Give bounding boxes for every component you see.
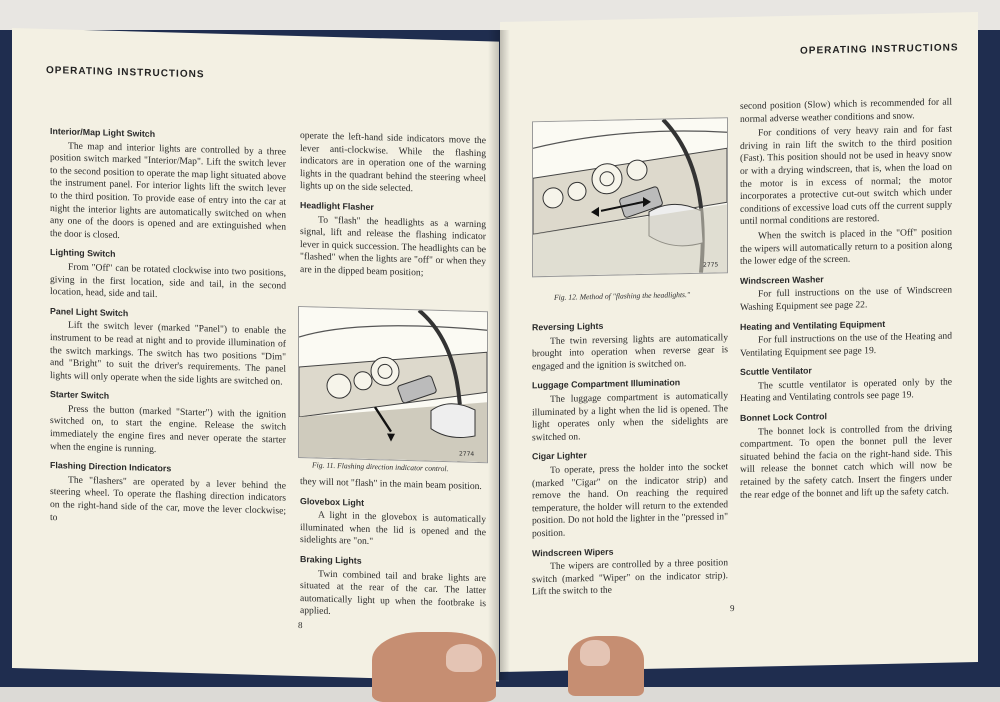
section-paragraph: When the switch is placed in the "Off" position the wipers will automatically return to a position along the lower edge of the screen. — [740, 226, 952, 268]
section-paragraph: Twin combined tail and brake lights are situated at the rear of the car. The latter automatically light up when the footbrake is applied. — [300, 568, 486, 618]
left-column-2-top — [300, 130, 486, 284]
section-paragraph: For full instructions on the use of Windscreen Washing Equipment see page 22. — [740, 284, 952, 313]
section-paragraph: The map and interior lights are controlled by a three position switch marked "Interior/Map". Lift the switch lever to the second position to operate the map light situated above the instrument panel. For interior lights lift the switch lever to the third position. To provide ease of entry into the car at night the interior lights are automatically switched on when any one of the doors is opened and are extinguished when the door is closed. — [50, 140, 286, 241]
section-title: Windscreen Wipers — [532, 546, 614, 558]
section-title: Luggage Compartment Illumination — [532, 377, 681, 391]
right-column-1 — [532, 311, 728, 601]
left-page — [12, 28, 499, 682]
section-title: Braking Lights — [300, 554, 362, 566]
figure-code: 2775 — [703, 261, 719, 269]
section-paragraph: Press the button (marked "Starter") with the ignition switched on, to start the engine. Release the switch immediately the engine fires and never operate the starter when the engine is running. — [50, 403, 286, 455]
section-title: Starter Switch — [50, 389, 110, 401]
section-paragraph: To operate, press the holder into the socket (marked "Cigar" on the indicator strip) and remove the hand. On reaching the required temperature, the holder will return to the extended position. Do not hold the lighter in the "pressed in" position. — [532, 461, 728, 540]
left-column-1 — [50, 119, 286, 533]
figure-12-caption: Fig. 12. Method of "flashing the headlights." — [554, 290, 691, 302]
section-paragraph: The scuttle ventilator is operated only by the Heating and Ventilating controls see page 19. — [740, 376, 952, 405]
figure-11 — [298, 306, 488, 463]
section-title: Scuttle Ventilator — [740, 365, 812, 378]
section-title: Headlight Flasher — [300, 200, 374, 213]
right-column-2 — [740, 97, 952, 505]
section-title: Heating and Ventilating Equipment — [740, 318, 886, 332]
section-paragraph: The twin reversing lights are automatically brought into operation when reverse gear is engaged and the ignition is switched on. — [532, 331, 728, 373]
section-title: Windscreen Washer — [740, 273, 824, 286]
section-title: Cigar Lighter — [532, 450, 587, 462]
page-number: 9 — [730, 603, 735, 614]
right-page — [500, 12, 978, 672]
left-column-2-bottom — [300, 476, 486, 625]
figure-12 — [532, 117, 728, 277]
figure-11-caption: Fig. 11. Flashing direction indicator control. — [312, 460, 449, 474]
section-paragraph: From "Off" can be rotated clockwise into two positions, giving in the first location, side and tail, in the second location, head, side and tail. — [50, 261, 286, 301]
dashboard-illustration — [299, 307, 487, 462]
section-paragraph: To "flash" the headlights as a warning signal, lift and release the flashing indicator lever in quick succession. The headlights can be "flashed" when the lights are "off" or when they are in the dipped beam position; — [300, 214, 486, 279]
section-paragraph: The wipers are controlled by a three position switch (marked "Wiper" on the indicator strip). Lift the switch to the — [532, 557, 728, 598]
section-title: Panel Light Switch — [50, 305, 129, 318]
section-paragraph: For conditions of very heavy rain and for fast driving in rain lift the switch to the third position (Fast). This position should not be used in heavy snow or with a drying windscreen, that is, when the load on the motor is in excess of normal; the motor incorporates a protective cut-out switch which under conditions of excessive load cuts off the current supply until normal conditions are restored. — [740, 123, 952, 228]
figure-code: 2774 — [459, 450, 475, 458]
section-paragraph: The "flashers" are operated by a lever behind the steering wheel. To operate the flashing direction indicators on the right-hand side of the car, move the lever clockwise; to — [50, 474, 286, 523]
section-title: Flashing Direction Indicators — [50, 460, 172, 474]
left-thumbnail — [446, 644, 482, 672]
page-header: OPERATING INSTRUCTIONS — [800, 42, 959, 57]
section-paragraph: For full instructions on the use of the Heating and Ventilating Equipment see page 19. — [740, 330, 952, 359]
section-paragraph: The luggage compartment is automatically illuminated by a light when the lid is opened. The light operates only when the sidelights are switched on. — [532, 390, 728, 444]
section-title: Interior/Map Light Switch — [50, 126, 156, 139]
section-paragraph: second position (Slow) which is recommended for all normal adverse weather conditions and snow. — [740, 96, 952, 125]
section-paragraph: The bonnet lock is controlled from the driving compartment. To open the bonnet pull the lever situated behind the facia on the right-hand side. This will release the bonnet catch which will now be retained by the safety catch. Insert the fingers under the rear edge of the bonnet and lift up the safety catch. — [740, 422, 952, 501]
book-gutter — [488, 30, 510, 680]
section-title: Bonnet Lock Control — [740, 411, 827, 424]
right-thumbnail — [580, 640, 610, 666]
page-header: OPERATING INSTRUCTIONS — [46, 64, 205, 81]
section-paragraph: Lift the switch lever (marked "Panel") to enable the instrument to be read at night and to provide illumination of the switch markings. The switch has two positions "Dim" and "Bright" to suit the driver's requirements. The panel lights will only operate when the side lights are switched on. — [50, 319, 286, 388]
dashboard-illustration — [533, 118, 727, 276]
section-paragraph: they will not "flash" in the main beam position. — [300, 476, 482, 493]
section-paragraph: operate the left-hand side indicators move the lever anti-clockwise. While the flashing indicators are in operation one of the warning lights in the quadrant behind the steering wheel lights up on the side selected. — [300, 130, 486, 195]
section-paragraph: A light in the glovebox is automatically illuminated when the lid is opened and the sidelights are "on." — [300, 509, 486, 548]
section-title: Lighting Switch — [50, 247, 116, 260]
section-title: Glovebox Light — [300, 495, 365, 508]
page-number: 8 — [298, 619, 303, 631]
section-title: Reversing Lights — [532, 320, 604, 333]
